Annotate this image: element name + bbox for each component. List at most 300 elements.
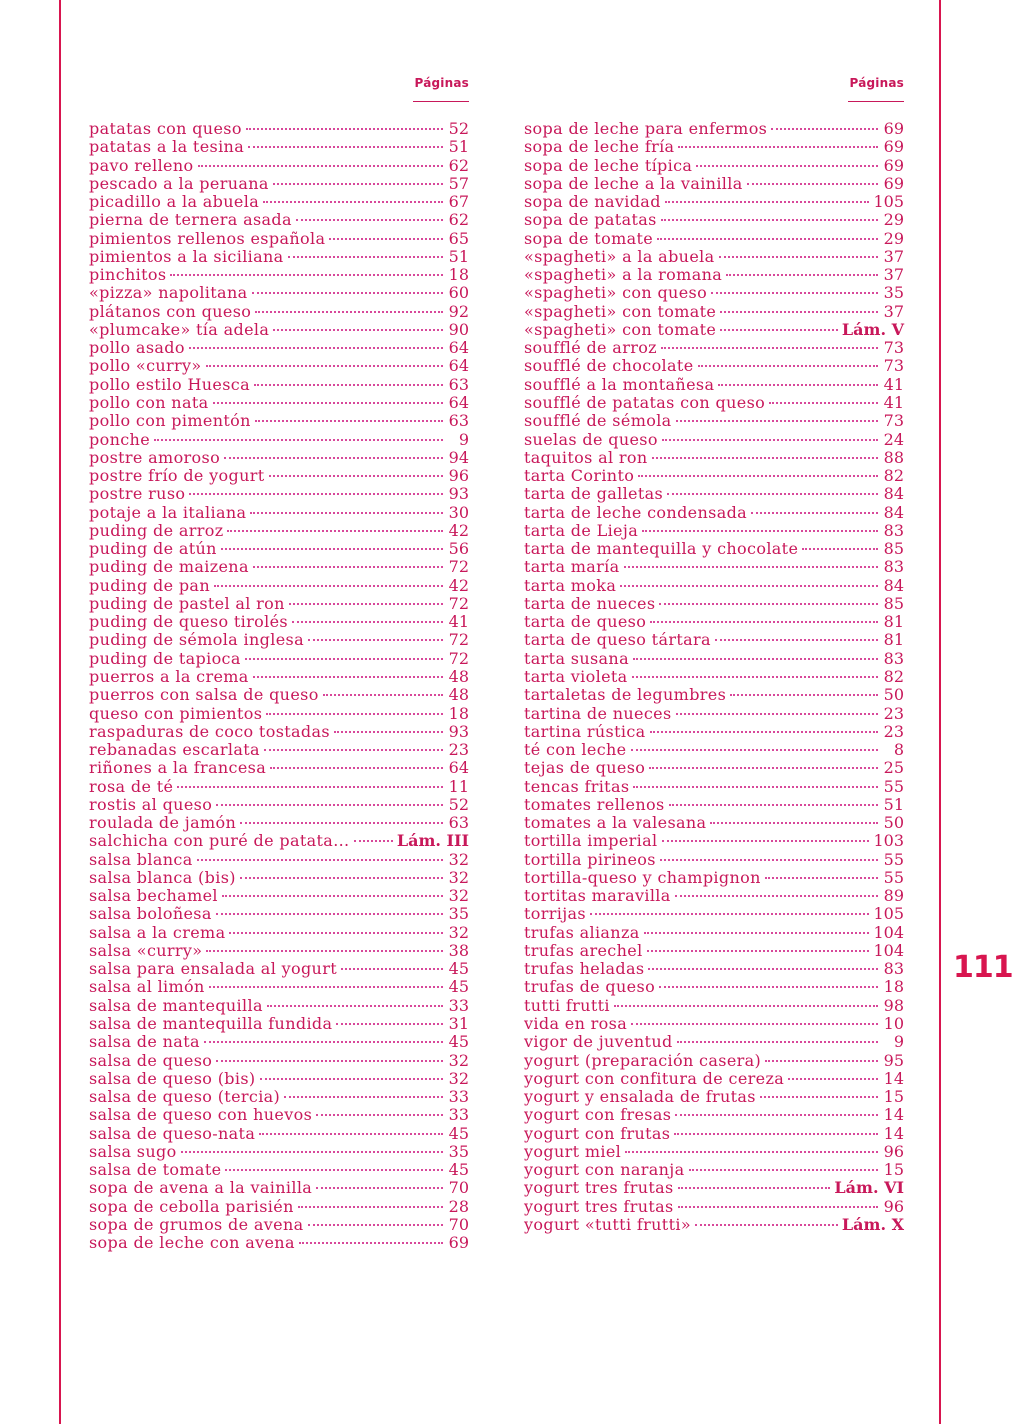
dot-leader [216,804,443,806]
dot-leader [660,859,878,861]
dot-leader [633,786,878,788]
dot-leader [638,475,878,477]
entry-label: tutti frutti [524,995,610,1015]
index-entry [89,558,469,576]
entry-label: salsa a la crema [89,922,226,942]
index-entry [524,1033,904,1051]
page-number: 111 [953,950,1013,985]
dot-leader [625,1151,878,1153]
entry-label: tartina rústica [524,721,646,741]
index-entry [89,577,469,595]
index-entry [89,978,469,996]
dot-leader [273,329,443,331]
index-entry [524,230,904,248]
index-entry [89,814,469,832]
entry-label: «pizza» napolitana [89,283,248,303]
entry-page: 35 [448,1141,469,1161]
entry-label: sopa de cebolla parisién [89,1196,294,1216]
dot-leader [270,767,443,769]
index-entry [89,595,469,613]
index-entry [89,796,469,814]
dot-leader [631,1023,878,1025]
dot-leader [240,822,443,824]
entry-page: 69 [448,1233,469,1253]
entry-label: pimientos a la siciliana [89,246,284,266]
index-entry [524,686,904,704]
entry-label: soufflé de patatas con queso [524,392,766,412]
entry-page: 96 [448,466,469,486]
index-entry [89,613,469,631]
entry-label: potaje a la italiana [89,502,247,522]
entry-page: 92 [448,301,469,321]
index-entry [89,705,469,723]
index-entry [89,778,469,796]
entry-page: 93 [448,484,469,504]
entry-page: 45 [448,1160,469,1180]
entry-page: 15 [883,1160,904,1180]
index-entry [524,558,904,576]
entry-label: tarta de Lieja [524,520,639,540]
dot-leader [259,1133,443,1135]
entry-page: 84 [883,502,904,522]
dot-leader [334,731,443,733]
dot-leader [715,639,878,641]
entry-page: 11 [448,776,469,796]
entry-page: 48 [448,685,469,705]
index-entry [524,175,904,193]
entry-label: salsa de queso (bis) [89,1068,256,1088]
dot-leader [267,1005,443,1007]
index-entry [524,869,904,887]
entry-page: 37 [883,265,904,285]
entry-label: pavo relleno [89,155,194,175]
dot-leader [255,311,443,313]
index-entry [524,248,904,266]
dot-leader [765,877,878,879]
dot-leader [652,457,878,459]
entry-label: pierna de ternera asada [89,210,292,230]
dot-leader [631,749,879,751]
entry-page: 73 [883,356,904,376]
dot-leader [675,1114,878,1116]
entry-page: 89 [883,886,904,906]
entry-label: «spagheti» a la romana [524,265,723,285]
dot-leader [674,1133,878,1135]
entry-label: «spagheti» a la abuela [524,246,715,266]
entry-page: 90 [448,319,469,339]
dot-leader [216,1060,443,1062]
entry-page: 50 [883,685,904,705]
dot-leader [661,347,878,349]
entry-page: 103 [873,831,904,851]
dot-leader [657,238,878,240]
entry-page: 63 [448,813,469,833]
index-entry [524,504,904,522]
entry-label: rebanadas escarlata [89,740,260,760]
entry-page: 72 [448,630,469,650]
entry-page: 14 [883,1105,904,1125]
entry-page: 29 [883,210,904,230]
entry-label: pescado a la peruana [89,173,269,193]
index-entry [524,1015,904,1033]
dot-leader [323,694,443,696]
dot-leader [695,1224,838,1226]
dot-leader [254,384,443,386]
dot-leader [263,201,443,203]
entry-page: 14 [883,1068,904,1088]
index-entry [89,303,469,321]
dot-leader [292,621,443,623]
index-entry [89,723,469,741]
index-entry [89,1015,469,1033]
entry-page: 56 [448,539,469,559]
entry-label: tarta moka [524,575,617,595]
entry-label: riñones a la francesa [89,758,267,778]
dot-leader [659,603,878,605]
entry-page: 69 [883,137,904,157]
dot-leader [665,201,870,203]
entry-page: 50 [883,813,904,833]
entry-page: 24 [883,429,904,449]
entry-label: sopa de leche fría [524,137,675,157]
dot-leader [765,1060,878,1062]
entry-page: 84 [883,484,904,504]
entry-label: yogurt tres frutas [524,1196,674,1216]
entry-page: 9 [893,1032,904,1052]
entry-label: plátanos con queso [89,301,252,321]
entry-page: 52 [448,119,469,138]
index-entry [524,1106,904,1124]
dot-leader [316,1187,443,1189]
dot-leader [252,292,444,294]
entry-page: 32 [448,849,469,869]
dot-leader [298,1206,443,1208]
dot-leader [669,804,878,806]
dot-leader [678,1206,878,1208]
index-entry [89,266,469,284]
index-entry [89,997,469,1015]
index-entry [89,668,469,686]
index-entry [89,230,469,248]
entry-page: 41 [448,612,469,632]
index-entry [524,1125,904,1143]
index-entry [89,431,469,449]
dot-leader [204,1041,443,1043]
entry-page: 70 [448,1214,469,1234]
dot-leader [299,1242,443,1244]
index-entry [524,832,904,850]
index-entry [89,485,469,503]
dot-leader [675,895,878,897]
dot-leader [221,548,443,550]
dot-leader [273,183,443,185]
dot-leader [650,621,878,623]
entry-page: 29 [883,228,904,248]
entry-label: tarta violeta [524,666,628,686]
entry-page: 67 [448,192,469,212]
entry-page: 84 [883,575,904,595]
entry-label: taquitos al ron [524,447,648,467]
index-entry [89,924,469,942]
entry-label: yogurt y ensalada de frutas [524,1087,756,1107]
entry-page: Lám. V [841,319,904,339]
index-entry [524,796,904,814]
index-entry [524,668,904,686]
index-entry [89,1052,469,1070]
entry-page: 8 [893,740,904,760]
entry-page: Lám. III [396,831,469,851]
dot-leader [170,274,443,276]
entry-label: tarta de queso [524,612,647,632]
entry-page: 95 [883,1050,904,1070]
dot-leader [248,146,443,148]
dot-leader [747,183,878,185]
entry-page: 104 [873,922,904,942]
entry-label: sopa de leche con avena [89,1233,295,1253]
entry-page: 81 [883,630,904,650]
index-entry [524,1052,904,1070]
entry-label: salsa de mantequilla fundida [89,1014,333,1034]
entry-page: 105 [873,192,904,212]
dot-leader [260,1078,444,1080]
entry-page: 28 [448,1196,469,1216]
index-entry [524,376,904,394]
entry-page: 70 [448,1178,469,1198]
entry-label: salsa «curry» [89,940,203,960]
dot-leader [189,347,443,349]
index-entry [89,339,469,357]
entry-label: tarta susana [524,648,629,668]
entry-page: 63 [448,411,469,431]
entry-page: 38 [448,940,469,960]
dot-leader [269,475,443,477]
index-entry [89,504,469,522]
entry-label: trufas arechel [524,940,643,960]
dot-leader [718,384,878,386]
index-entry [524,778,904,796]
left-column-header: Páginas [414,76,469,90]
index-entry [89,376,469,394]
index-entry [524,960,904,978]
index-entry [524,522,904,540]
entry-label: rosa de té [89,776,174,796]
entry-page: 33 [448,1087,469,1107]
entry-label: sopa de tomate [524,228,654,248]
entry-page: 32 [448,922,469,942]
entry-label: puding de queso tirolés [89,612,288,632]
entry-label: salsa de mantequilla [89,995,263,1015]
entry-page: 41 [883,374,904,394]
dot-leader [316,1114,443,1116]
entry-label: salsa de queso (tercia) [89,1087,281,1107]
entry-label: tartaletas de legumbres [524,685,727,705]
entry-page: 64 [448,356,469,376]
entry-page: 85 [883,593,904,613]
entry-page: 55 [883,776,904,796]
entry-page: 32 [448,886,469,906]
entry-label: roulada de jamón [89,813,237,833]
dot-leader [197,859,443,861]
dot-leader [308,639,443,641]
index-entry [524,138,904,156]
index-entry [89,157,469,175]
dot-leader [240,877,443,879]
index-entry [524,814,904,832]
index-entry [524,339,904,357]
index-entry [524,157,904,175]
dot-leader [802,548,878,550]
entry-page: 81 [883,612,904,632]
dot-leader [336,1023,443,1025]
dot-leader [678,1187,831,1189]
dot-leader [689,1169,878,1171]
entry-label: salsa boloñesa [89,904,212,924]
dot-leader [222,895,443,897]
index-entry [524,997,904,1015]
dot-leader [648,968,878,970]
index-entry [524,741,904,759]
dot-leader [659,986,878,988]
entry-label: salsa de tomate [89,1160,222,1180]
entry-label: pollo estilo Huesca [89,374,250,394]
entry-label: trufas alianza [524,922,640,942]
entry-label: puding de pastel al ron [89,593,285,613]
entry-page: 42 [448,575,469,595]
entry-label: salsa bechamel [89,886,218,906]
dot-leader [644,932,870,934]
dot-leader [760,1096,878,1098]
index-entry [89,686,469,704]
dot-leader [253,676,443,678]
entry-page: 25 [883,758,904,778]
entry-page: 64 [448,758,469,778]
dot-leader [720,329,838,331]
dot-leader [696,165,878,167]
entry-page: 96 [883,1141,904,1161]
entry-label: soufflé de arroz [524,338,657,358]
index-entry [89,1198,469,1216]
entry-page: 32 [448,1068,469,1088]
entry-page: Lám. VI [834,1178,904,1198]
left-header-underline [413,101,469,102]
entry-page: 64 [448,392,469,412]
entry-label: tortilla-queso y champignon [524,867,761,887]
entry-label: yogurt con frutas [524,1123,671,1143]
entry-label: tartina de nueces [524,703,672,723]
entry-page: 83 [883,557,904,577]
dot-leader [678,146,878,148]
index-entry [89,851,469,869]
entry-label: postre ruso [89,484,186,504]
entry-label: puding de pan [89,575,210,595]
entry-page: 83 [883,648,904,668]
entry-page: 10 [883,1014,904,1034]
index-entry [524,321,904,339]
entry-page: 42 [448,520,469,540]
dot-leader [253,566,443,568]
entry-label: salsa sugo [89,1141,177,1161]
entry-label: trufas heladas [524,959,645,979]
index-entry [89,942,469,960]
entry-page: 23 [883,703,904,723]
index-entry [89,741,469,759]
index-entry [89,175,469,193]
dot-leader [711,292,878,294]
dot-leader [288,256,443,258]
entry-page: 45 [448,977,469,997]
index-entry [524,284,904,302]
entry-label: puding de arroz [89,520,224,540]
dot-leader [198,165,444,167]
index-entry [524,431,904,449]
index-entry [89,869,469,887]
index-entry [524,650,904,668]
entry-label: tarta de leche condensada [524,502,748,522]
index-entry [524,211,904,229]
entry-page: 37 [883,246,904,266]
index-entry [524,905,904,923]
entry-label: «plumcake» tía adela [89,319,270,339]
index-entry [524,394,904,412]
index-entry [524,924,904,942]
index-entry [524,723,904,741]
index-entry [89,540,469,558]
dot-leader [227,530,443,532]
index-entry [89,394,469,412]
entry-page: 30 [448,502,469,522]
entry-label: pollo asado [89,338,185,358]
entry-label: suelas de queso [524,429,658,449]
entry-page: 48 [448,666,469,686]
index-entry [524,759,904,777]
entry-label: yogurt tres frutas [524,1178,674,1198]
index-entry [524,705,904,723]
entry-label: sopa de navidad [524,192,661,212]
index-entry [524,851,904,869]
index-entry [524,412,904,430]
dot-leader [677,1041,878,1043]
left-index-list [89,120,469,1252]
index-entry [524,357,904,375]
entry-label: tencas fritas [524,776,630,796]
entry-label: soufflé a la montañesa [524,374,715,394]
dot-leader [181,1151,443,1153]
entry-page: 18 [883,977,904,997]
entry-label: puding de atún [89,539,217,559]
dot-leader [213,402,443,404]
entry-label: salsa de queso-nata [89,1123,256,1143]
entry-label: vigor de juventud [524,1032,673,1052]
entry-page: 51 [883,794,904,814]
entry-page: 83 [883,959,904,979]
entry-label: salsa de queso [89,1050,213,1070]
entry-label: tortilla imperial [524,831,658,851]
dot-leader [769,402,878,404]
index-entry [524,978,904,996]
entry-label: sopa de grumos de avena [89,1214,304,1234]
index-entry [524,942,904,960]
dot-leader [224,457,443,459]
index-entry [89,1179,469,1197]
index-entry [524,577,904,595]
dot-leader [710,822,878,824]
entry-label: tomates rellenos [524,794,665,814]
index-entry [89,1070,469,1088]
dot-leader [720,311,878,313]
index-entry [89,1088,469,1106]
left-margin-rule [59,0,61,1424]
entry-page: 69 [883,155,904,175]
